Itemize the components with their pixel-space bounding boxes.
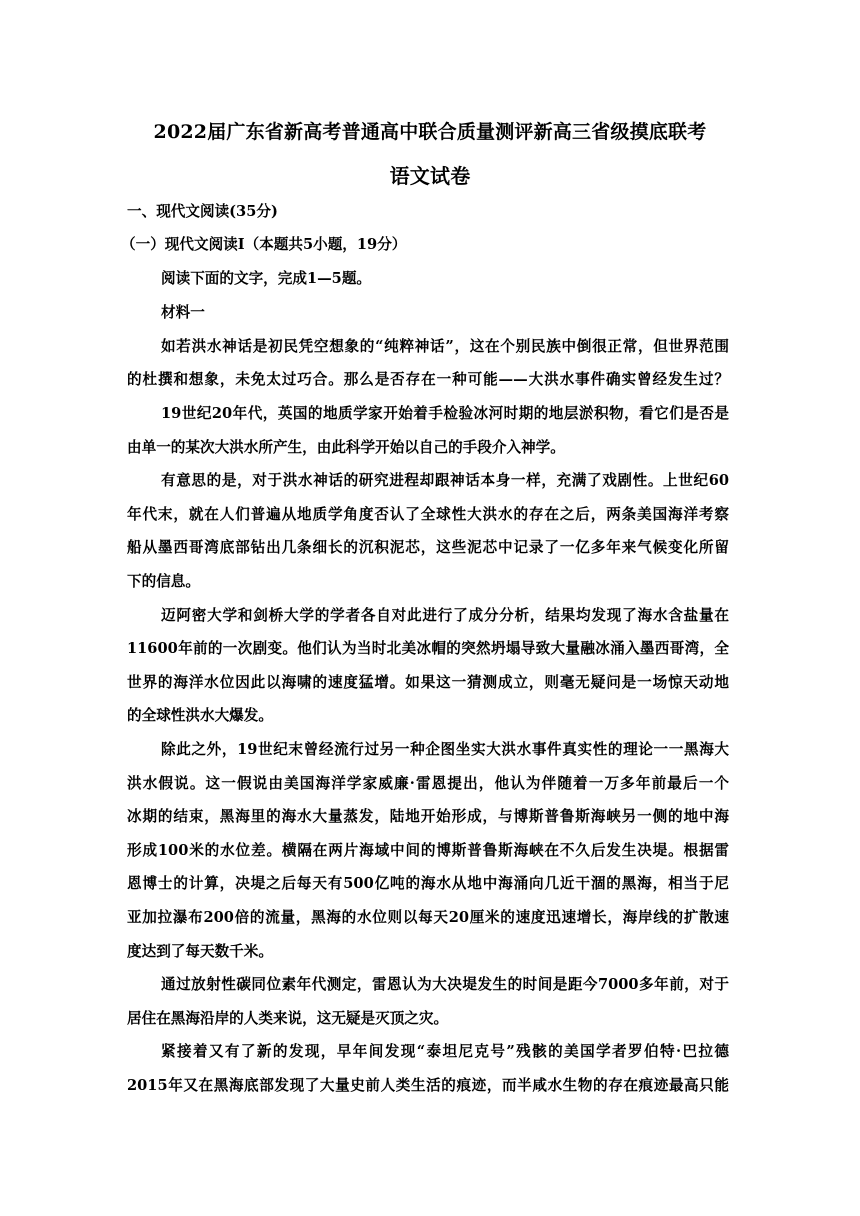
body-line: 除此之外，19世纪末曾经流行过另一种企图坐实大洪水事件真实性的理论一一黑海大 [161,741,729,758]
exam-subject-title: 语文试卷 [389,164,471,188]
body-line: 世界的海洋水位因此以海啸的速度猛增。如果这一猜测成立，则毫无疑问是一场惊天动地 [127,674,729,691]
body-line: 有意思的是，对于洪水神话的研究进程却跟神话本身一样，充满了戏剧性。上世纪60 [161,472,729,489]
body-line: 的杜撰和想象，未免太过巧合。那么是否存在一种可能——大洪水事件确实曾经发生过？ [127,371,729,388]
body-line: 通过放射性碳同位素年代测定，雷恩认为大决堤发生的时间是距今7000多年前，对于 [161,976,729,993]
section-heading: 一、现代文阅读(35分) [127,203,278,220]
material-label: 材料一 [161,304,205,321]
body-line: 恩博士的计算，决堤之后每天有500亿吨的海水从地中海涌向几近干涸的黑海，相当于尼 [127,875,729,892]
body-line: 下的信息。 [127,573,200,590]
exam-title: 2022届广东省新高考普通高中联合质量测评新高三省级摸底联考 [153,121,707,143]
body-line: 19世纪20年代，英国的地质学家开始着手检验冰河时期的地层淤积物，看它们是否是 [161,405,729,422]
body-line: 的全球性洪水大爆发。 [127,707,273,724]
body-line: 居住在黑海沿岸的人类来说，这无疑是灭顶之灾。 [127,1010,449,1027]
reading-instruction: 阅读下面的文字，完成1—5题。 [161,270,372,287]
body-line: 由单一的某次大洪水所产生，由此科学开始以自己的手段介入神学。 [127,439,565,456]
body-line: 形成100米的水位差。横隔在两片海域中间的博斯普鲁斯海峡在不久后发生决堤。根据雷 [127,842,729,859]
body-line: 年代末，就在人们普遍从地质学角度否认了全球性大洪水的存在之后，两条美国海洋考察 [127,506,729,523]
body-line: 紧接着又有了新的发现，早年间发现“泰坦尼克号”残骸的美国学者罗伯特·巴拉德 [161,1043,729,1060]
body-line: 亚加拉瀑布200倍的流量，黑海的水位则以每天20厘米的速度迅速增长，海岸线的扩散速 [127,909,729,926]
body-line: 11600年前的一次剧变。他们认为当时北美冰帽的突然坍塌导致大量融冰涌入墨西哥湾，全 [127,640,729,657]
body-line: 2015年又在黑海底部发现了大量史前人类生活的痕迹，而半咸水生物的存在痕迹最高只能 [127,1077,729,1094]
body-line: 如若洪水神话是初民凭空想象的“纯粹神话”，这在个别民族中倒很正常，但世界范围 [161,338,729,355]
body-line: 船从墨西哥湾底部钻出几条细长的沉积泥芯，这些泥芯中记录了一亿多年来气候变化所留 [127,539,729,556]
body-line: 度达到了每天数千米。 [127,943,273,960]
subsection-heading: （一）现代文阅读I（本题共5小题，19分） [121,236,407,253]
body-line: 洪水假说。这一假说由美国海洋学家威廉·雷恩提出，他认为伴随着一万多年前最后一个 [127,775,729,792]
body-line: 迈阿密大学和剑桥大学的学者各自对此进行了成分分析，结果均发现了海水含盐量在 [161,607,729,624]
body-line: 冰期的结束，黑海里的海水大量蒸发，陆地开始形成，与博斯普鲁斯海峡另一侧的地中海 [127,808,729,825]
